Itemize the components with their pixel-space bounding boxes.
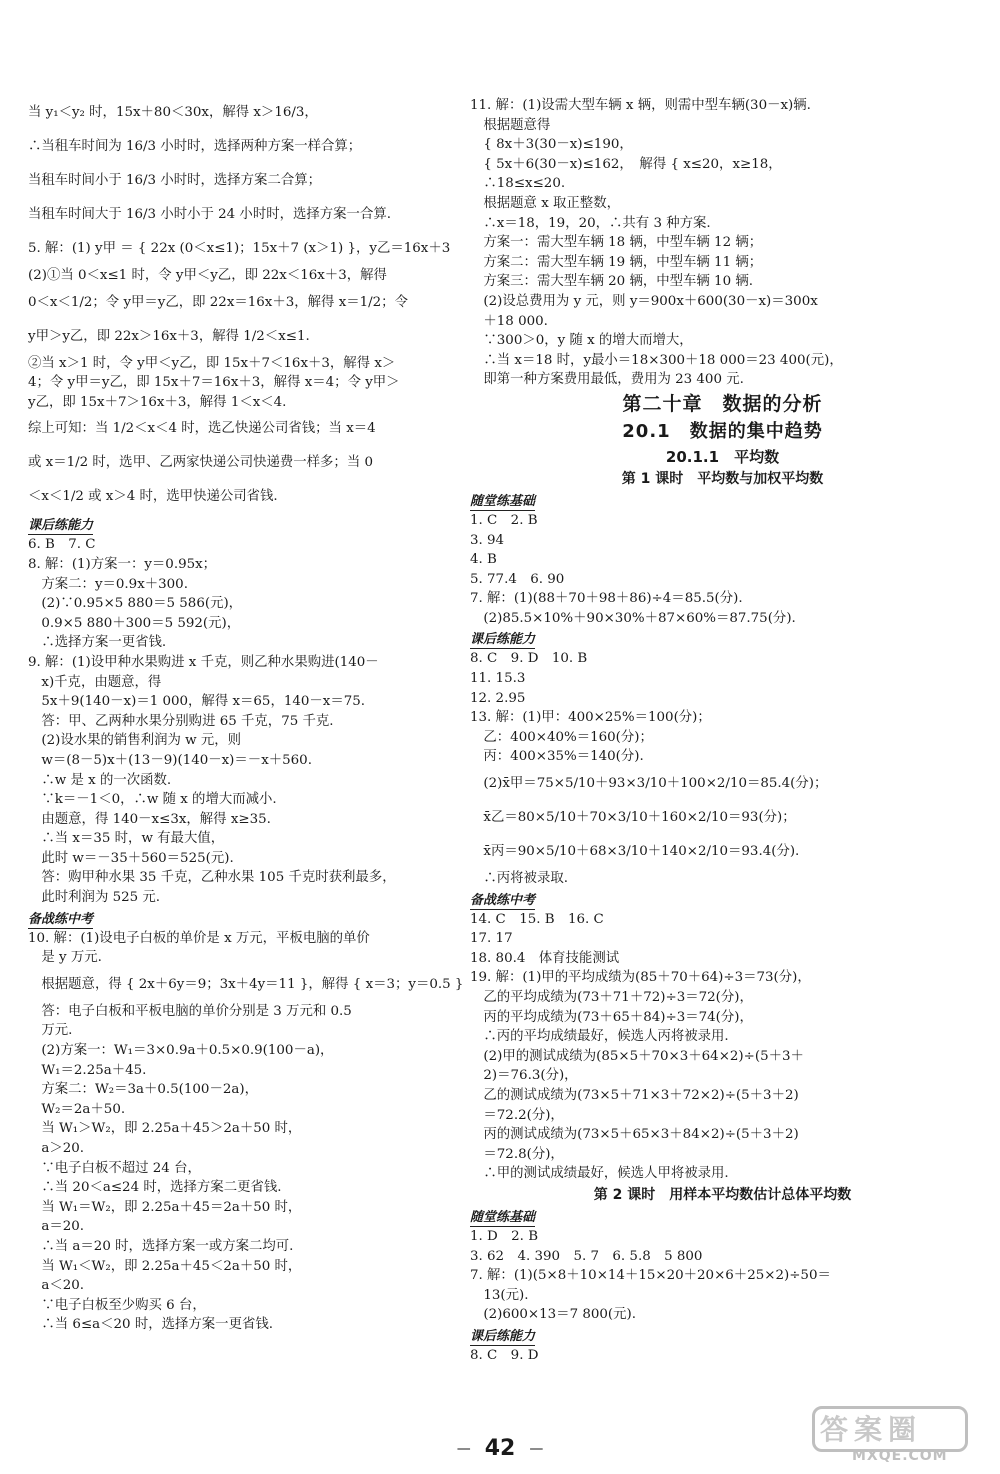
text-line: ∴当 20＜a≤24 时，选择方案二更省钱. <box>28 1180 282 1196</box>
text-line: y乙，即 15x＋7＞16x＋3，解得 1＜x＜4. <box>28 394 287 410</box>
text-line: (2)甲的测试成绩为(85×5＋70×3＋64×2)÷(5＋3＋ <box>470 1048 804 1064</box>
text-line: 即第一种方案费用最低，费用为 23 400 元. <box>470 372 744 388</box>
text-line: 0.9×5 880＋300＝5 592(元)， <box>28 615 241 631</box>
text-line: 1. C 2. B <box>470 512 538 528</box>
text-line: 方案二：W₂＝3a＋0.5(100－2a)， <box>28 1082 258 1098</box>
text-line: 5. 77.4 6. 90 <box>470 571 565 587</box>
text-line: 当 W₁＝W₂，即 2.25a＋45＝2a＋50 时， <box>28 1199 302 1215</box>
text-line: 乙的测试成绩为(73×5＋71×3＋72×2)÷(5＋3＋2) <box>470 1087 799 1103</box>
section-label <box>470 891 975 910</box>
text-line: 答：购甲种水果 35 千克，乙种水果 105 千克时获利最多， <box>28 870 396 886</box>
text-line: ∴x＝18，19，20，∴共有 3 种方案. <box>470 215 711 231</box>
text-line: 根据题意得 <box>470 117 551 133</box>
text-line: W₂＝2a＋50. <box>28 1101 126 1117</box>
text-line: 方案二：需大型车辆 19 辆，中型车辆 11 辆； <box>470 254 763 270</box>
text-line: 8. C 9. D 10. B <box>470 651 588 667</box>
chapter-title: 第二十章 数据的分析 <box>622 392 823 415</box>
text-line: 12. 2.95 <box>470 690 526 706</box>
text-line: 19. 解：(1)甲的平均成绩为(85＋70＋64)÷3＝73(分)， <box>470 970 811 986</box>
text-line: ∴w 是 x 的一次函数. <box>28 772 172 788</box>
text-line: 7. 解：(1)(5×8＋10×14＋15×20＋20×6＋25×2)÷50＝ <box>470 1268 831 1284</box>
text-line: ∴当 a＝20 时，选择方案一或方案二均可. <box>28 1238 294 1254</box>
text-line: 答：电子白板和平板电脑的单价分别是 3 万元和 0.5 <box>28 1003 352 1019</box>
text-line: 1. D 2. B <box>470 1228 539 1244</box>
text-line: y甲＞y乙，即 22x＞16x＋3，解得 1/2＜x≤1. <box>28 328 310 344</box>
text-line: ②当 x＞1 时，令 y甲＜y乙，即 15x＋7＜16x＋3，解得 x＞ <box>28 355 396 371</box>
text-line: 13(元). <box>470 1287 529 1303</box>
right-column <box>470 96 975 1366</box>
section-label <box>470 630 975 649</box>
text-line: (2)x̄甲＝75×5/10＋93×3/10＋100×2/10＝85.4(分)； <box>470 776 828 792</box>
text-line: 此时 w＝－35＋560＝525(元). <box>28 850 234 866</box>
text-line: W₁＝2.25a＋45. <box>28 1062 147 1078</box>
section-label <box>470 1208 975 1227</box>
subsection-title: 20.1.1 平均数 <box>665 447 780 466</box>
lesson-title: 第 2 课时 用样本平均数估计总体平均数 <box>593 1186 852 1203</box>
text-line: 17. 17 <box>470 931 513 947</box>
text-line: ∴当租车时间为 16/3 小时时，选择两种方案一样合算； <box>28 139 362 154</box>
text-line: ∴丙的平均成绩最好，候选人丙将被录用. <box>470 1029 729 1045</box>
text-line: 4；令 y甲＝y乙，即 15x＋7＝16x＋3，解得 x＝4；令 y甲＞ <box>28 375 400 391</box>
text-line: 乙：400×40%＝160(分)； <box>470 729 653 745</box>
text-line: 5x＋9(140－x)＝1 000，解得 x＝65，140－x＝75. <box>28 694 366 710</box>
section-label-text: 随堂练基础 <box>470 493 536 509</box>
text-line: 7. 解：(1)(88＋70＋98＋86)÷4＝85.5(分). <box>470 591 743 607</box>
lesson-title: 第 1 课时 平均数与加权平均数 <box>621 470 824 487</box>
text-line: 18. 80.4 体育技能测试 <box>470 950 620 966</box>
text-line: 万元. <box>28 1023 73 1039</box>
text-line: ∴当 x＝35 时，w 有最大值， <box>28 831 225 847</box>
text-line: 5. 解：(1) y甲 ＝ { 22x (0＜x≤1)；15x＋7 (x＞1) }，y乙＝16x＋3 <box>28 241 451 256</box>
text-line: 3. 94 <box>470 532 505 548</box>
text-line: 11. 解：(1)设需大型车辆 x 辆，则需中型车辆(30－x)辆. <box>470 98 811 113</box>
text-line: ∵电子白板至少购买 6 台， <box>28 1297 206 1313</box>
text-line: ∴当 x＝18 时，y最小＝18×300＋18 000＝23 400(元)， <box>470 352 843 368</box>
text-line: w＝(8－5)x＋(13－9)(140－x)＝－x＋560. <box>28 752 312 768</box>
section-label <box>470 1327 975 1346</box>
text-line: 当租车时间小于 16/3 小时时，选择方案二合算； <box>28 173 322 188</box>
text-line: 10. 解：(1)设电子白板的单价是 x 万元，平板电脑的单价 <box>28 930 370 946</box>
section-label <box>28 910 473 929</box>
text-line: 13. 解：(1)甲：400×25%＝100(分)； <box>470 710 711 726</box>
text-line: 综上可知：当 1/2＜x＜4 时，选乙快递公司省钱；当 x＝4 <box>28 421 376 437</box>
text-line: { 8x＋3(30－x)≤190， <box>470 137 633 153</box>
text-line: 丙的测试成绩为(73×5＋65×3＋84×2)÷(5＋3＋2) <box>470 1127 799 1143</box>
text-line: ∵电子白板不超过 24 台， <box>28 1160 201 1176</box>
text-line: (2)∵0.95×5 880＝5 586(元)， <box>28 596 243 612</box>
text-line: 方案一：需大型车辆 18 辆，中型车辆 12 辆； <box>470 235 763 251</box>
text-line: 当 y₁＜y₂ 时，15x＋80＜30x，解得 x＞16/3， <box>28 105 318 120</box>
text-line: (2)①当 0＜x≤1 时，令 y甲＜y乙，即 22x＜16x＋3，解得 <box>28 268 387 283</box>
text-line: ＝72.2(分)， <box>470 1107 564 1123</box>
watermark-url: MXQE.COM <box>852 1448 948 1464</box>
text-line: 由题意，得 140－x≤3x，解得 x≥35. <box>28 811 271 827</box>
text-line: x̄乙＝80×5/10＋70×3/10＋160×2/10＝93(分)； <box>470 810 796 826</box>
text-line: a＞20. <box>28 1141 85 1156</box>
text-line: 3. 62 4. 390 5. 7 6. 5.8 5 800 <box>470 1248 703 1264</box>
text-line: ∴当 6≤a＜20 时，选择方案一更省钱. <box>28 1317 273 1333</box>
text-line: ∵300＞0，y 随 x 的增大而增大， <box>470 333 693 349</box>
text-line: ∴18≤x≤20. <box>470 176 566 192</box>
text-line: 或 x＝1/2 时，选甲、乙两家快递公司快递费一样多；当 0 <box>28 455 373 471</box>
text-line: 是 y 万元. <box>28 950 102 966</box>
text-line: 丙的平均成绩为(73＋65＋84)÷3＝74(分)， <box>470 1009 753 1025</box>
text-line: x̄丙＝90×5/10＋68×3/10＋140×2/10＝93.4(分). <box>470 844 800 860</box>
text-line: 11. 15.3 <box>470 671 526 687</box>
text-line: ∵k＝－1＜0，∴w 随 x 的增大而减小. <box>28 792 277 808</box>
text-line: 8. C 9. D <box>470 1347 539 1363</box>
section-label-text: 课后练能力 <box>470 1328 536 1344</box>
section-title: 20.1 数据的集中趋势 <box>622 420 823 442</box>
text-line: ＝72.8(分)， <box>470 1146 564 1162</box>
page-number: — 42 — <box>0 1436 1000 1461</box>
text-line: 8. 解：(1)方案一：y＝0.95x； <box>28 556 217 572</box>
text-line: 当 W₁＞W₂，即 2.25a＋45＞2a＋50 时， <box>28 1121 302 1137</box>
text-line: (2)方案一：W₁＝3×0.9a＋0.5×0.9(100－a)， <box>28 1043 334 1059</box>
text-line: ∴选择方案一更省钱. <box>28 635 167 651</box>
section-label-text: 课后练能力 <box>28 518 94 534</box>
watermark-seal-text: 答案圈 <box>820 1413 923 1446</box>
text-line: 14. C 15. B 16. C <box>470 911 604 927</box>
text-line: 0＜x＜1/2；令 y甲＝y乙，即 22x＝16x＋3，解得 x＝1/2；令 <box>28 294 408 310</box>
text-line: (2)85.5×10%＋90×30%＋87×60%＝87.75(分). <box>470 610 796 626</box>
section-label-text: 备战练中考 <box>28 911 94 927</box>
text-line: x)千克，由题意，得 <box>28 674 162 690</box>
text-line: (2)设水果的销售利润为 w 元，则 <box>28 733 242 749</box>
watermark <box>812 1406 982 1468</box>
text-line: { 5x＋6(30－x)≤162， 解得 { x≤20，x≥18， <box>470 156 782 172</box>
text-line: a＝20. <box>28 1219 85 1235</box>
text-line: a＜20. <box>28 1278 85 1294</box>
text-line: 4. B <box>470 552 497 568</box>
text-line: ＋18 000. <box>470 313 548 329</box>
text-line: 6. B 7. C <box>28 537 96 553</box>
text-line: 根据题意 x 取正整数， <box>470 195 620 211</box>
text-line: (2)设总费用为 y 元，则 y＝900x＋600(30－x)＝300x <box>470 293 818 309</box>
text-line: 当租车时间大于 16/3 小时小于 24 小时时，选择方案一合算. <box>28 207 391 222</box>
text-line: ∴甲的测试成绩最好，候选人甲将被录用. <box>470 1166 729 1182</box>
text-line: 答：甲、乙两种水果分别购进 65 千克，75 千克. <box>28 713 334 729</box>
text-line: 丙：400×35%＝140(分). <box>470 749 644 765</box>
text-line: (2)600×13＝7 800(元). <box>470 1307 636 1323</box>
text-line: 当 W₁＜W₂，即 2.25a＋45＜2a＋50 时， <box>28 1258 302 1274</box>
text-line: 根据题意，得 { 2x＋6y＝9；3x＋4y＝11 }，解得 { x＝3；y＝0.5 } <box>28 976 464 992</box>
section-label-text: 随堂练基础 <box>470 1209 536 1225</box>
text-line: ＜x＜1/2 或 x＞4 时，选甲快递公司省钱. <box>28 489 278 505</box>
section-label <box>470 492 975 511</box>
text-line: ∴丙将被录取. <box>470 871 568 887</box>
text-line: 此时利润为 525 元. <box>28 890 161 906</box>
text-line: 2)＝76.3(分)， <box>470 1068 578 1084</box>
text-line: 乙的平均成绩为(73＋71＋72)÷3＝72(分)， <box>470 990 753 1005</box>
text-line: 方案三：需大型车辆 20 辆，中型车辆 10 辆. <box>470 274 753 290</box>
section-label-text: 备战练中考 <box>470 892 536 908</box>
text-line: 9. 解：(1)设甲种水果购进 x 千克，则乙种水果购进(140－ <box>28 654 379 670</box>
section-label <box>28 516 473 535</box>
section-label-text: 课后练能力 <box>470 632 536 648</box>
left-column <box>28 96 473 1335</box>
text-line: 方案二：y＝0.9x＋300. <box>28 576 188 592</box>
